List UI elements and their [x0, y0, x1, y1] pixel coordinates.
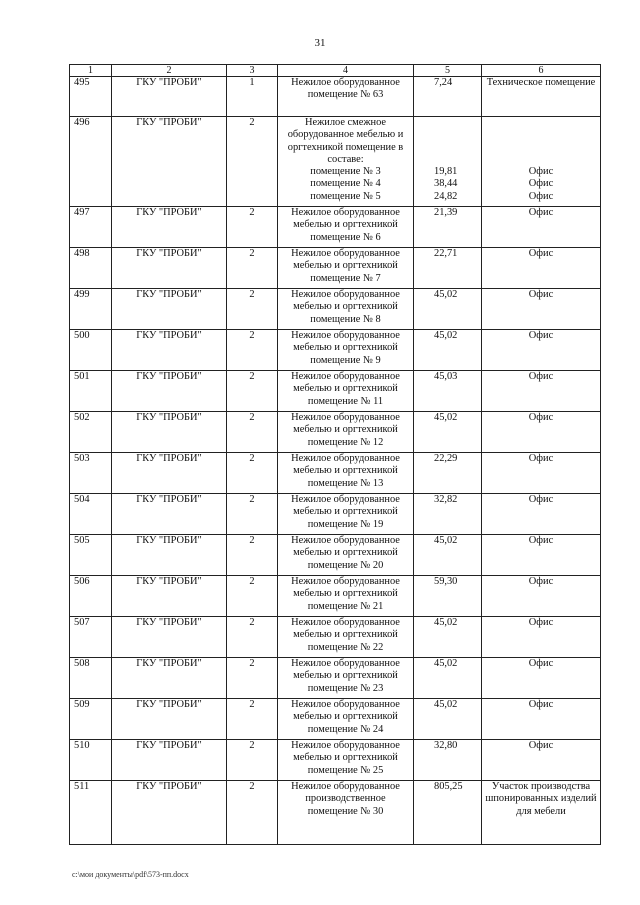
room-description-text: Нежилое оборудованное мебелью и оргтехникой помещение № 25 [291, 740, 400, 776]
page-number: 31 [314, 37, 326, 49]
sub-room-label: помещение № 5 [310, 190, 381, 202]
row-number: 496 [70, 117, 112, 207]
floor: 2 [227, 117, 278, 207]
room-description [278, 699, 414, 740]
room-purpose: Офис [482, 576, 601, 617]
room-description [278, 576, 414, 617]
room-description [278, 207, 414, 248]
header-col-3: 3 [227, 65, 278, 77]
row-number: 495 [70, 77, 112, 117]
room-purpose: Офис [482, 248, 601, 289]
room-description-text: Нежилое оборудованное мебелью и оргтехникой помещение № 21 [291, 576, 400, 612]
floor: 2 [227, 617, 278, 658]
row-number: 499 [70, 289, 112, 330]
floor: 2 [227, 699, 278, 740]
room-description [278, 117, 414, 207]
sub-room-area: 38,44 [434, 178, 458, 190]
floor: 2 [227, 658, 278, 699]
floor: 2 [227, 781, 278, 845]
room-purpose: Техническое помещение [482, 77, 601, 117]
room-area: 45,03 [414, 371, 482, 412]
room-purpose: Офис [482, 740, 601, 781]
floor: 2 [227, 412, 278, 453]
room-description [278, 330, 414, 371]
sub-room-purpose: Офис [528, 178, 554, 190]
header-col-6: 6 [482, 65, 601, 77]
room-description [278, 740, 414, 781]
sub-room-area: 24,82 [434, 190, 458, 202]
property-registry-table [69, 64, 601, 845]
organization: ГКУ "ПРОБИ" [112, 453, 227, 494]
room-description [278, 371, 414, 412]
room-description-text: Нежилое оборудованное мебелью и оргтехникой помещение № 19 [291, 494, 400, 530]
organization: ГКУ "ПРОБИ" [112, 412, 227, 453]
room-description [278, 617, 414, 658]
room-area [414, 117, 482, 207]
table-row [70, 412, 601, 453]
room-area: 45,02 [414, 412, 482, 453]
organization: ГКУ "ПРОБИ" [112, 330, 227, 371]
floor: 2 [227, 740, 278, 781]
floor: 1 [227, 77, 278, 117]
row-number: 507 [70, 617, 112, 658]
room-purpose: Офис [482, 494, 601, 535]
room-description [278, 248, 414, 289]
organization: ГКУ "ПРОБИ" [112, 535, 227, 576]
header-col-5: 5 [414, 65, 482, 77]
sub-room-purpose: Офис [528, 166, 554, 177]
row-number: 504 [70, 494, 112, 535]
row-number: 506 [70, 576, 112, 617]
floor: 2 [227, 535, 278, 576]
room-area: 22,29 [414, 453, 482, 494]
row-number: 509 [70, 699, 112, 740]
room-area: 32,80 [414, 740, 482, 781]
floor: 2 [227, 576, 278, 617]
table-row [70, 617, 601, 658]
organization: ГКУ "ПРОБИ" [112, 699, 227, 740]
organization: ГКУ "ПРОБИ" [112, 117, 227, 207]
room-description-text: Нежилое оборудованное мебелью и оргтехникой помещение № 20 [291, 535, 400, 571]
row-number: 500 [70, 330, 112, 371]
table-row [70, 494, 601, 535]
table-row [70, 207, 601, 248]
room-purpose: Офис [482, 453, 601, 494]
room-purpose: Офис [482, 330, 601, 371]
room-purpose: Участок производства шпонированных изделий для мебели [482, 781, 601, 845]
table-row [70, 77, 601, 117]
room-description-text: Нежилое оборудованное мебелью и оргтехникой помещение № 12 [291, 412, 400, 448]
table-row [70, 330, 601, 371]
room-area: 45,02 [414, 617, 482, 658]
organization: ГКУ "ПРОБИ" [112, 289, 227, 330]
room-description [278, 77, 414, 117]
room-description [278, 535, 414, 576]
floor: 2 [227, 330, 278, 371]
row-number: 508 [70, 658, 112, 699]
row-number: 503 [70, 453, 112, 494]
room-description-text: Нежилое оборудованное мебелью и оргтехникой помещение № 24 [291, 699, 400, 735]
purpose-spacer [484, 117, 598, 166]
floor: 2 [227, 494, 278, 535]
room-purpose: Офис [482, 658, 601, 699]
organization: ГКУ "ПРОБИ" [112, 576, 227, 617]
organization: ГКУ "ПРОБИ" [112, 207, 227, 248]
room-description-text: Нежилое оборудованное мебелью и оргтехникой помещение № 22 [291, 617, 400, 653]
table-row [70, 535, 601, 576]
room-area: 59,30 [414, 576, 482, 617]
room-description [278, 412, 414, 453]
floor: 2 [227, 289, 278, 330]
table-row [70, 699, 601, 740]
room-area: 45,02 [414, 535, 482, 576]
organization: ГКУ "ПРОБИ" [112, 617, 227, 658]
row-number: 505 [70, 535, 112, 576]
table-row [70, 248, 601, 289]
room-description-text: Нежилое оборудованное мебелью и оргтехникой помещение № 11 [291, 371, 400, 407]
organization: ГКУ "ПРОБИ" [112, 77, 227, 117]
room-purpose: Офис [482, 371, 601, 412]
room-description-text: Нежилое оборудованное производственное помещение № 30 [291, 781, 400, 817]
sub-room-label: помещение № 3 [310, 166, 381, 178]
row-number: 497 [70, 207, 112, 248]
header-col-1: 1 [70, 65, 112, 77]
room-area: 805,25 [414, 781, 482, 845]
room-area: 45,02 [414, 289, 482, 330]
row-number: 501 [70, 371, 112, 412]
room-area: 45,02 [414, 699, 482, 740]
table-row [70, 576, 601, 617]
header-row [70, 65, 601, 77]
room-purpose: Офис [482, 535, 601, 576]
organization: ГКУ "ПРОБИ" [112, 740, 227, 781]
floor: 2 [227, 453, 278, 494]
table-row [70, 371, 601, 412]
room-area: 7,24 [414, 77, 482, 117]
room-description-text: Нежилое оборудованное мебелью и оргтехникой помещение № 7 [291, 248, 400, 284]
room-area: 32,82 [414, 494, 482, 535]
room-purpose: Офис [482, 412, 601, 453]
room-description [278, 289, 414, 330]
room-area: 45,02 [414, 330, 482, 371]
area-spacer [434, 117, 479, 166]
organization: ГКУ "ПРОБИ" [112, 371, 227, 412]
table-row [70, 289, 601, 330]
room-description-text: Нежилое оборудованное мебелью и оргтехникой помещение № 13 [291, 453, 400, 489]
room-description-text: Нежилое оборудованное мебелью и оргтехникой помещение № 8 [291, 289, 400, 325]
sub-room-purpose: Офис [528, 190, 554, 202]
floor: 2 [227, 248, 278, 289]
header-col-2: 2 [112, 65, 227, 77]
room-area: 22,71 [414, 248, 482, 289]
room-purpose: Офис [482, 289, 601, 330]
table-row [70, 658, 601, 699]
room-description-text: Нежилое оборудованное помещение № 63 [291, 77, 400, 101]
room-area: 45,02 [414, 658, 482, 699]
floor: 2 [227, 207, 278, 248]
room-description [278, 781, 414, 845]
organization: ГКУ "ПРОБИ" [112, 248, 227, 289]
row-number: 498 [70, 248, 112, 289]
table-row [70, 740, 601, 781]
table-row [70, 117, 601, 207]
room-description [278, 658, 414, 699]
organization: ГКУ "ПРОБИ" [112, 781, 227, 845]
floor: 2 [227, 371, 278, 412]
room-description-text: Нежилое оборудованное мебелью и оргтехникой помещение № 23 [291, 658, 400, 694]
room-purpose: Офис [482, 617, 601, 658]
room-purpose: Офис [482, 207, 601, 248]
footer-file-path: c:\мои документы\pdf\573-пп.docx [72, 870, 189, 879]
room-purpose: Офис [482, 699, 601, 740]
room-description [278, 494, 414, 535]
table-row [70, 781, 601, 845]
organization: ГКУ "ПРОБИ" [112, 494, 227, 535]
room-description [278, 453, 414, 494]
header-col-4: 4 [278, 65, 414, 77]
row-number: 510 [70, 740, 112, 781]
row-number: 502 [70, 412, 112, 453]
row-number: 511 [70, 781, 112, 845]
organization: ГКУ "ПРОБИ" [112, 658, 227, 699]
room-purpose [482, 117, 601, 207]
sub-room-area: 19,81 [434, 166, 458, 177]
room-description-text: Нежилое оборудованное мебелью и оргтехникой помещение № 6 [291, 207, 400, 243]
room-area: 21,39 [414, 207, 482, 248]
room-description-text: Нежилое смежное оборудованное мебелью и оргтехникой помещение в составе: [287, 117, 404, 165]
table-row [70, 453, 601, 494]
sub-room-label: помещение № 4 [310, 178, 381, 190]
room-description-text: Нежилое оборудованное мебелью и оргтехникой помещение № 9 [291, 330, 400, 366]
